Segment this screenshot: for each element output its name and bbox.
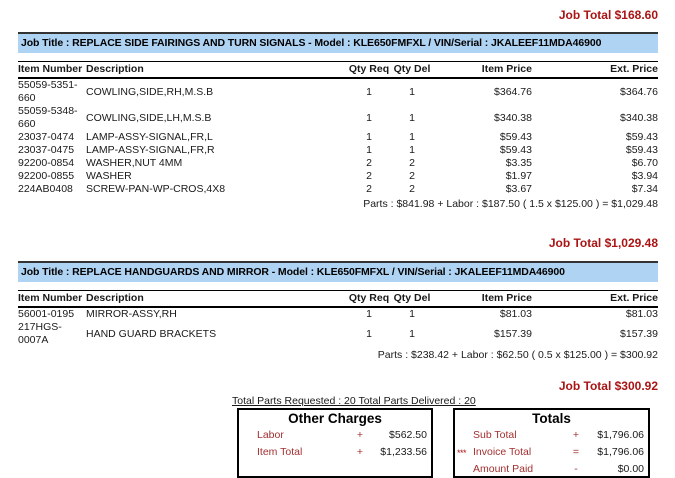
- cell-description: WASHER: [86, 170, 132, 182]
- cell-qty-del: 1: [409, 131, 415, 143]
- charge-operator: +: [356, 446, 364, 458]
- table-row: [18, 131, 658, 144]
- cell-qty-del: 2: [409, 170, 415, 182]
- col-header-qty-del: Qty Del: [390, 62, 434, 79]
- col-header-item-price: Item Price: [434, 62, 532, 79]
- cell-item-number: 55059-5351-660: [18, 79, 78, 104]
- cell-item-price: $364.76: [494, 85, 532, 98]
- parts-table-1: [18, 61, 658, 196]
- col-header-ext-price: Ext. Price: [532, 291, 658, 308]
- job-parts-labor-summary-1: Parts : $841.98 + Labor : $187.50 ( 1.5 x $125.00 ) = $1,029.48: [363, 198, 658, 210]
- charge-operator: +: [356, 429, 364, 441]
- other-charges-row-item-total: [239, 446, 431, 459]
- cell-qty-req: 2: [366, 170, 372, 182]
- job-total-1: Job Total $1,029.48: [548, 236, 658, 250]
- cell-description: MIRROR-ASSY,RH: [86, 308, 177, 320]
- cell-qty-req: 1: [366, 327, 372, 340]
- previous-job-total: Job Total $168.60: [558, 8, 658, 22]
- cell-item-price: $3.35: [505, 157, 532, 169]
- col-header-item-number: Item Number: [18, 291, 86, 308]
- cell-qty-req: 1: [366, 144, 372, 156]
- cell-item-number: 217HGS-0007A: [18, 321, 62, 346]
- col-header-qty-req: Qty Req: [348, 291, 390, 308]
- cell-ext-price: $59.43: [625, 131, 658, 143]
- charge-value: $562.50: [389, 429, 427, 441]
- cell-ext-price: $3.94: [631, 170, 658, 182]
- cell-item-number: 23037-0474: [18, 131, 75, 143]
- cell-qty-del: 1: [409, 308, 415, 320]
- table-row: [18, 105, 658, 131]
- parts-table-2: [18, 290, 658, 347]
- cell-ext-price: $81.03: [625, 308, 658, 320]
- cell-item-number: 55059-5348-660: [18, 105, 78, 130]
- job-total-2: Job Total $300.92: [558, 379, 658, 393]
- cell-qty-req: 1: [366, 85, 372, 98]
- cell-qty-req: 1: [366, 111, 372, 124]
- other-charges-title: Other Charges: [288, 411, 382, 426]
- totals-row-invoice-total: [455, 446, 648, 459]
- cell-ext-price: $7.34: [631, 183, 658, 195]
- table-header-row: [18, 62, 658, 79]
- cell-item-number: 92200-0854: [18, 157, 75, 169]
- cell-item-number: 56001-0195: [18, 308, 75, 320]
- totals-title: Totals: [532, 411, 571, 426]
- cell-item-price: $340.38: [494, 111, 532, 124]
- cell-ext-price: $59.43: [625, 144, 658, 156]
- cell-qty-del: 2: [409, 157, 415, 169]
- col-header-description: Description: [86, 62, 348, 79]
- job-title-bar-2: Job Title : REPLACE HANDGUARDS AND MIRROR - Model : KLE650FMFXL / VIN/Serial : JKALEEF11MDA46900: [18, 261, 658, 282]
- cell-description: WASHER,NUT 4MM: [86, 157, 183, 169]
- total-label: Amount Paid: [473, 463, 534, 475]
- cell-item-number: 23037-0475: [18, 144, 75, 156]
- cell-description: COWLING,SIDE,RH,M.S.B: [86, 85, 214, 98]
- cell-item-price: $3.67: [505, 183, 532, 195]
- table-row: [18, 307, 658, 321]
- cell-qty-del: 1: [409, 111, 415, 124]
- row-prefix: ***: [457, 448, 467, 458]
- cell-qty-del: 1: [409, 85, 415, 98]
- total-label: Sub Total: [473, 429, 517, 441]
- cell-item-price: $59.43: [499, 144, 532, 156]
- table-row: [18, 170, 658, 183]
- other-charges-box: [237, 408, 433, 478]
- col-header-description: Description: [86, 291, 348, 308]
- cell-qty-req: 2: [366, 157, 372, 169]
- cell-description: LAMP-ASSY-SIGNAL,FR,L: [86, 131, 213, 143]
- cell-description: COWLING,SIDE,LH,M.S.B: [86, 111, 212, 124]
- cell-qty-req: 2: [366, 183, 372, 195]
- charge-label: Item Total: [257, 446, 303, 458]
- cell-description: HAND GUARD BRACKETS: [86, 327, 217, 340]
- total-value: $1,796.06: [597, 446, 644, 458]
- cell-description: SCREW-PAN-WP-CROS,4X8: [86, 183, 226, 195]
- cell-qty-req: 1: [366, 131, 372, 143]
- cell-ext-price: $364.76: [620, 85, 658, 98]
- total-operator: +: [572, 429, 580, 441]
- cell-item-price: $1.97: [505, 170, 532, 182]
- totals-row-sub-total: [455, 429, 648, 442]
- cell-item-number: 224AB0408: [18, 183, 73, 195]
- table-row: [18, 157, 658, 170]
- job-title-bar-1: Job Title : REPLACE SIDE FAIRINGS AND TURN SIGNALS - Model : KLE650FMFXL / VIN/Serial : JKALEEF11MDA46900: [18, 32, 658, 53]
- total-label: Invoice Total: [473, 446, 532, 458]
- table-row: [18, 78, 658, 105]
- total-value: $0.00: [617, 463, 644, 475]
- cell-item-number: 92200-0855: [18, 170, 75, 182]
- summary-boxes: [237, 408, 658, 478]
- totals-row-amount-paid: [455, 463, 648, 476]
- table-row: [18, 144, 658, 157]
- cell-item-price: $157.39: [494, 327, 532, 340]
- cell-item-price: $59.43: [499, 131, 532, 143]
- cell-qty-req: 1: [366, 308, 372, 320]
- cell-qty-del: 2: [409, 183, 415, 195]
- table-row: [18, 321, 658, 347]
- total-operator: =: [572, 446, 580, 458]
- total-operator: -: [574, 463, 578, 475]
- cell-description: LAMP-ASSY-SIGNAL,FR,R: [86, 144, 215, 156]
- cell-ext-price: $157.39: [620, 327, 658, 340]
- cell-qty-del: 1: [409, 327, 415, 340]
- table-header-row: [18, 291, 658, 308]
- other-charges-row-labor: [239, 429, 431, 442]
- col-header-qty-del: Qty Del: [390, 291, 434, 308]
- charge-value: $1,233.56: [380, 446, 427, 458]
- totals-box: [453, 408, 650, 478]
- col-header-item-number: Item Number: [18, 62, 86, 79]
- table-row: [18, 183, 658, 196]
- col-header-ext-price: Ext. Price: [532, 62, 658, 79]
- col-header-item-price: Item Price: [434, 291, 532, 308]
- total-value: $1,796.06: [597, 429, 644, 441]
- cell-ext-price: $340.38: [620, 111, 658, 124]
- job-parts-labor-summary-2: Parts : $238.42 + Labor : $62.50 ( 0.5 x $125.00 ) = $300.92: [377, 349, 658, 361]
- cell-ext-price: $6.70: [631, 157, 658, 169]
- charge-label: Labor: [257, 429, 284, 441]
- total-parts-note: Total Parts Requested : 20 Total Parts Delivered : 20: [232, 395, 476, 407]
- cell-qty-del: 1: [409, 144, 415, 156]
- col-header-qty-req: Qty Req: [348, 62, 390, 79]
- cell-item-price: $81.03: [499, 308, 532, 320]
